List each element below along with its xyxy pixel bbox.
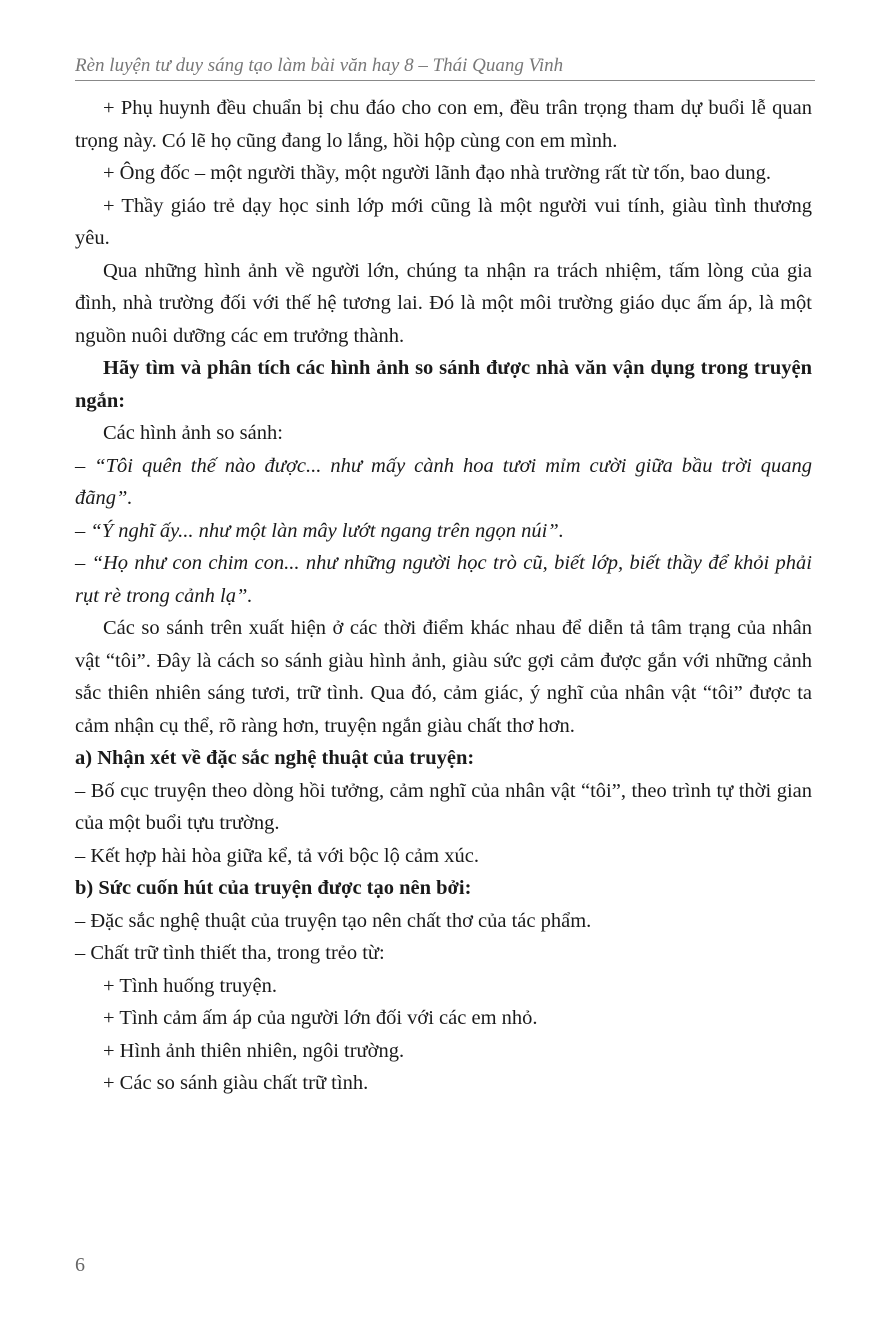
section-heading-a: a) Nhận xét về đặc sắc nghệ thuật của truyện: [75, 747, 475, 769]
section-question: Hãy tìm và phân tích các hình ảnh so sánh được nhà văn vận dụng trong truyện ngắn: [75, 357, 812, 412]
section-heading-b: b) Sức cuốn hút của truyện được tạo nên bởi: [75, 877, 472, 899]
paragraph: + Ông đốc – một người thầy, một người lãnh đạo nhà trường rất từ tốn, bao dung. [103, 162, 771, 184]
paragraph: Các hình ảnh so sánh: [103, 422, 283, 444]
paragraph: + Phụ huynh đều chuẩn bị chu đáo cho con em, đều trân trọng tham dự buổi lễ quan trọng này. Có lẽ họ cũng đang lo lắng, hồi hộp cùng con em mình. [75, 97, 812, 152]
page-body [75, 92, 812, 1100]
page-number: 6 [75, 1254, 85, 1276]
sub-list-item: + Tình cảm ấm áp của người lớn đối với các em nhỏ. [103, 1007, 538, 1029]
quote-item: – “Tôi quên thế nào được... như mấy cành hoa tươi mỉm cười giữa bầu trời quang đãng”. [75, 454, 812, 509]
list-item: – Đặc sắc nghệ thuật của truyện tạo nên chất thơ của tác phẩm. [75, 909, 592, 932]
paragraph: + Thầy giáo trẻ dạy học sinh lớp mới cũng là một người vui tính, giàu tình thương yêu. [75, 194, 812, 249]
list-item: – Chất trữ tình thiết tha, trong trẻo từ: [75, 942, 385, 964]
list-item: – Kết hợp hài hòa giữa kể, tả với bộc lộ cảm xúc. [75, 844, 479, 867]
running-header: Rèn luyện tư duy sáng tạo làm bài văn hay 8 – Thái Quang Vinh [75, 55, 564, 76]
quote-item: – “Họ như con chim con... như những người học trò cũ, biết lớp, biết thầy để khỏi phải rụt rè trong cảnh lạ”. [75, 552, 812, 607]
sub-list-item: + Hình ảnh thiên nhiên, ngôi trường. [103, 1039, 405, 1062]
header-divider [75, 80, 815, 81]
paragraph: Qua những hình ảnh về người lớn, chúng ta nhận ra trách nhiệm, tấm lòng của gia đình, nhà trường đối với thế hệ tương lai. Đó là một môi trường giáo dục ấm áp, là một nguồn nuôi dưỡng các em trưởng thành. [75, 259, 812, 347]
list-item: – Bố cục truyện theo dòng hồi tưởng, cảm nghĩ của nhân vật “tôi”, theo trình tự thời gian của một buổi tựu trường. [75, 779, 812, 834]
sub-list-item: + Các so sánh giàu chất trữ tình. [103, 1072, 369, 1094]
paragraph: Các so sánh trên xuất hiện ở các thời điểm khác nhau để diễn tả tâm trạng của nhân vật “tôi”. Đây là cách so sánh giàu hình ảnh, giàu sức gợi cảm được gắn với những cảnh sắc thiên nhiên sáng tươi, trữ tình. Qua đó, cảm giác, ý nghĩ của nhân vật “tôi” được ta cảm nhận cụ thể, rõ ràng hơn, truyện ngắn giàu chất thơ hơn. [75, 617, 812, 737]
quote-item: – “Ý nghĩ ấy... như một làn mây lướt ngang trên ngọn núi”. [75, 519, 564, 542]
sub-list-item: + Tình huống truyện. [103, 974, 278, 997]
